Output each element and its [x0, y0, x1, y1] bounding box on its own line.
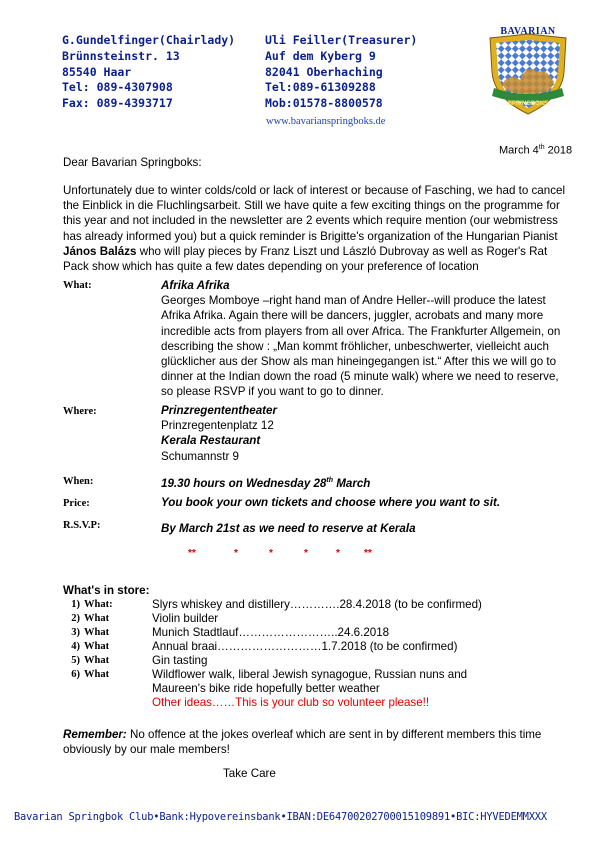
rsvp-text: By March 21st as we need to reserve at Kerala [161, 522, 416, 535]
treasurer-contact [265, 33, 417, 112]
store-list [62, 598, 600, 728]
signoff: Take Care [223, 767, 276, 780]
list-item: 2) What Violin builder [71, 612, 219, 625]
remember-note: Remember: No offence at the jokes overleaf which are sent in by different members this time obviously by our male members! [63, 728, 542, 757]
treasurer-tel: Tel:089-61309288 [265, 80, 376, 95]
bank-details-footer: Bavarian Springbok Club•Bank:Hypovereinsbank•IBAN:DE64700202700015109891•BIC:HYVEDEMMXXX [14, 811, 547, 823]
star-separator: ** * * * * ** [188, 548, 372, 559]
list-item: 4) What Annual braai………………………1.7.2018 (to be confirmed) [71, 640, 458, 653]
chairlady-street: Brünnsteinstr. 13 [62, 48, 180, 63]
event-time: 19.30 hours on Wednesday 28th March [161, 476, 371, 490]
bavarian-springboks-logo [480, 24, 576, 120]
store-heading: What's in store: [63, 584, 150, 597]
chairlady-city: 85540 Haar [62, 64, 132, 79]
venue-theater-address: Prinzregentenplatz 12 [161, 419, 274, 433]
treasurer-street: Auf dem Kyberg 9 [265, 48, 376, 63]
list-item: 1) What: Slyrs whiskey and distillery………….28.4.2018 (to be confirmed) [71, 598, 482, 611]
event-description: Afrika Afrika Georges Momboye –right hand man of Andre Heller--will produce the latest Afrika Afrika. Again there will be dancers, juggler, acrobats and many more incredible acts from players from all over Africa. The Frankfurter Allgemein, on describing the show : „Man kommt fröhlicher, unbeschwerter, vielleicht auch glücklicher aus der Show als man hineingegangen ist.“ After this we will go to dinner at the Indian down the road (5 minute walk) where we need to reserve, so please RSVP if you want to go to dinner. [161, 279, 561, 399]
pianist-name: János Balázs [63, 244, 137, 258]
other-ideas-callout: Other ideas……This is your club so volunteer please!! [152, 696, 430, 709]
logo-subtitle: SPRINGBOKS [507, 101, 549, 107]
list-item: 5) What Gin tasting [71, 654, 208, 667]
treasurer-mob: Mob:01578-8800578 [265, 96, 383, 111]
logo-title: BAVARIAN [500, 26, 556, 37]
rsvp-label: R.S.V.P: [63, 520, 101, 531]
venue-theater: Prinzregententheater [161, 404, 277, 417]
where-label: Where: [63, 406, 97, 417]
when-label: When: [63, 476, 94, 487]
treasurer-city: 82041 Oberhaching [265, 64, 383, 79]
list-item-continuation: Maureen's bike ride hopefully better weather [152, 682, 380, 695]
treasurer-name: Uli Feiller(Treasurer) [265, 33, 418, 47]
price-text: You book your own tickets and choose where you want to sit. [161, 496, 501, 509]
greeting: Dear Bavarian Springboks: [63, 156, 202, 169]
chairlady-fax: Fax: 089-4393717 [62, 96, 173, 111]
website-link[interactable]: www.bavarianspringboks.de [266, 116, 386, 127]
chairlady-tel: Tel: 089-4307908 [62, 80, 173, 95]
chairlady-name: G.Gundelfinger(Chairlady) [62, 33, 236, 47]
venue-block [161, 403, 277, 464]
venue-restaurant-address: Schumannstr 9 [161, 449, 239, 463]
event-title: Afrika Afrika [161, 279, 230, 292]
remember-label: Remember: [63, 728, 127, 741]
letter-date: March 4th 2018 [499, 144, 573, 157]
chairlady-contact [62, 33, 235, 112]
list-item: 6) What Wildflower walk, liberal Jewish synagogue, Russian nuns and [71, 668, 468, 681]
list-item: 3) What Munich Stadtlauf……………………..24.6.2018 [71, 626, 390, 639]
intro-paragraph: Unfortunately due to winter colds/cold or lack of interest or because of Fasching, we had to cancel the Einblick in die Fluchlingsarbeit. Still we have quite a few exciting things on the programme for this year and not included in the newsletter are 2 events which require mention (our webmistress has already informed you) but a quick reminder is Brigitte's organization of the Hungarian Pianist János Balázs who will play pieces by Franz Liszt und László Dubrovay as well as Roger's Rat Pack show which has quite a few dates depending on your preference of location [63, 184, 566, 274]
what-label: What: [63, 280, 92, 291]
price-label: Price: [63, 498, 90, 509]
venue-restaurant: Kerala Restaurant [161, 434, 261, 448]
